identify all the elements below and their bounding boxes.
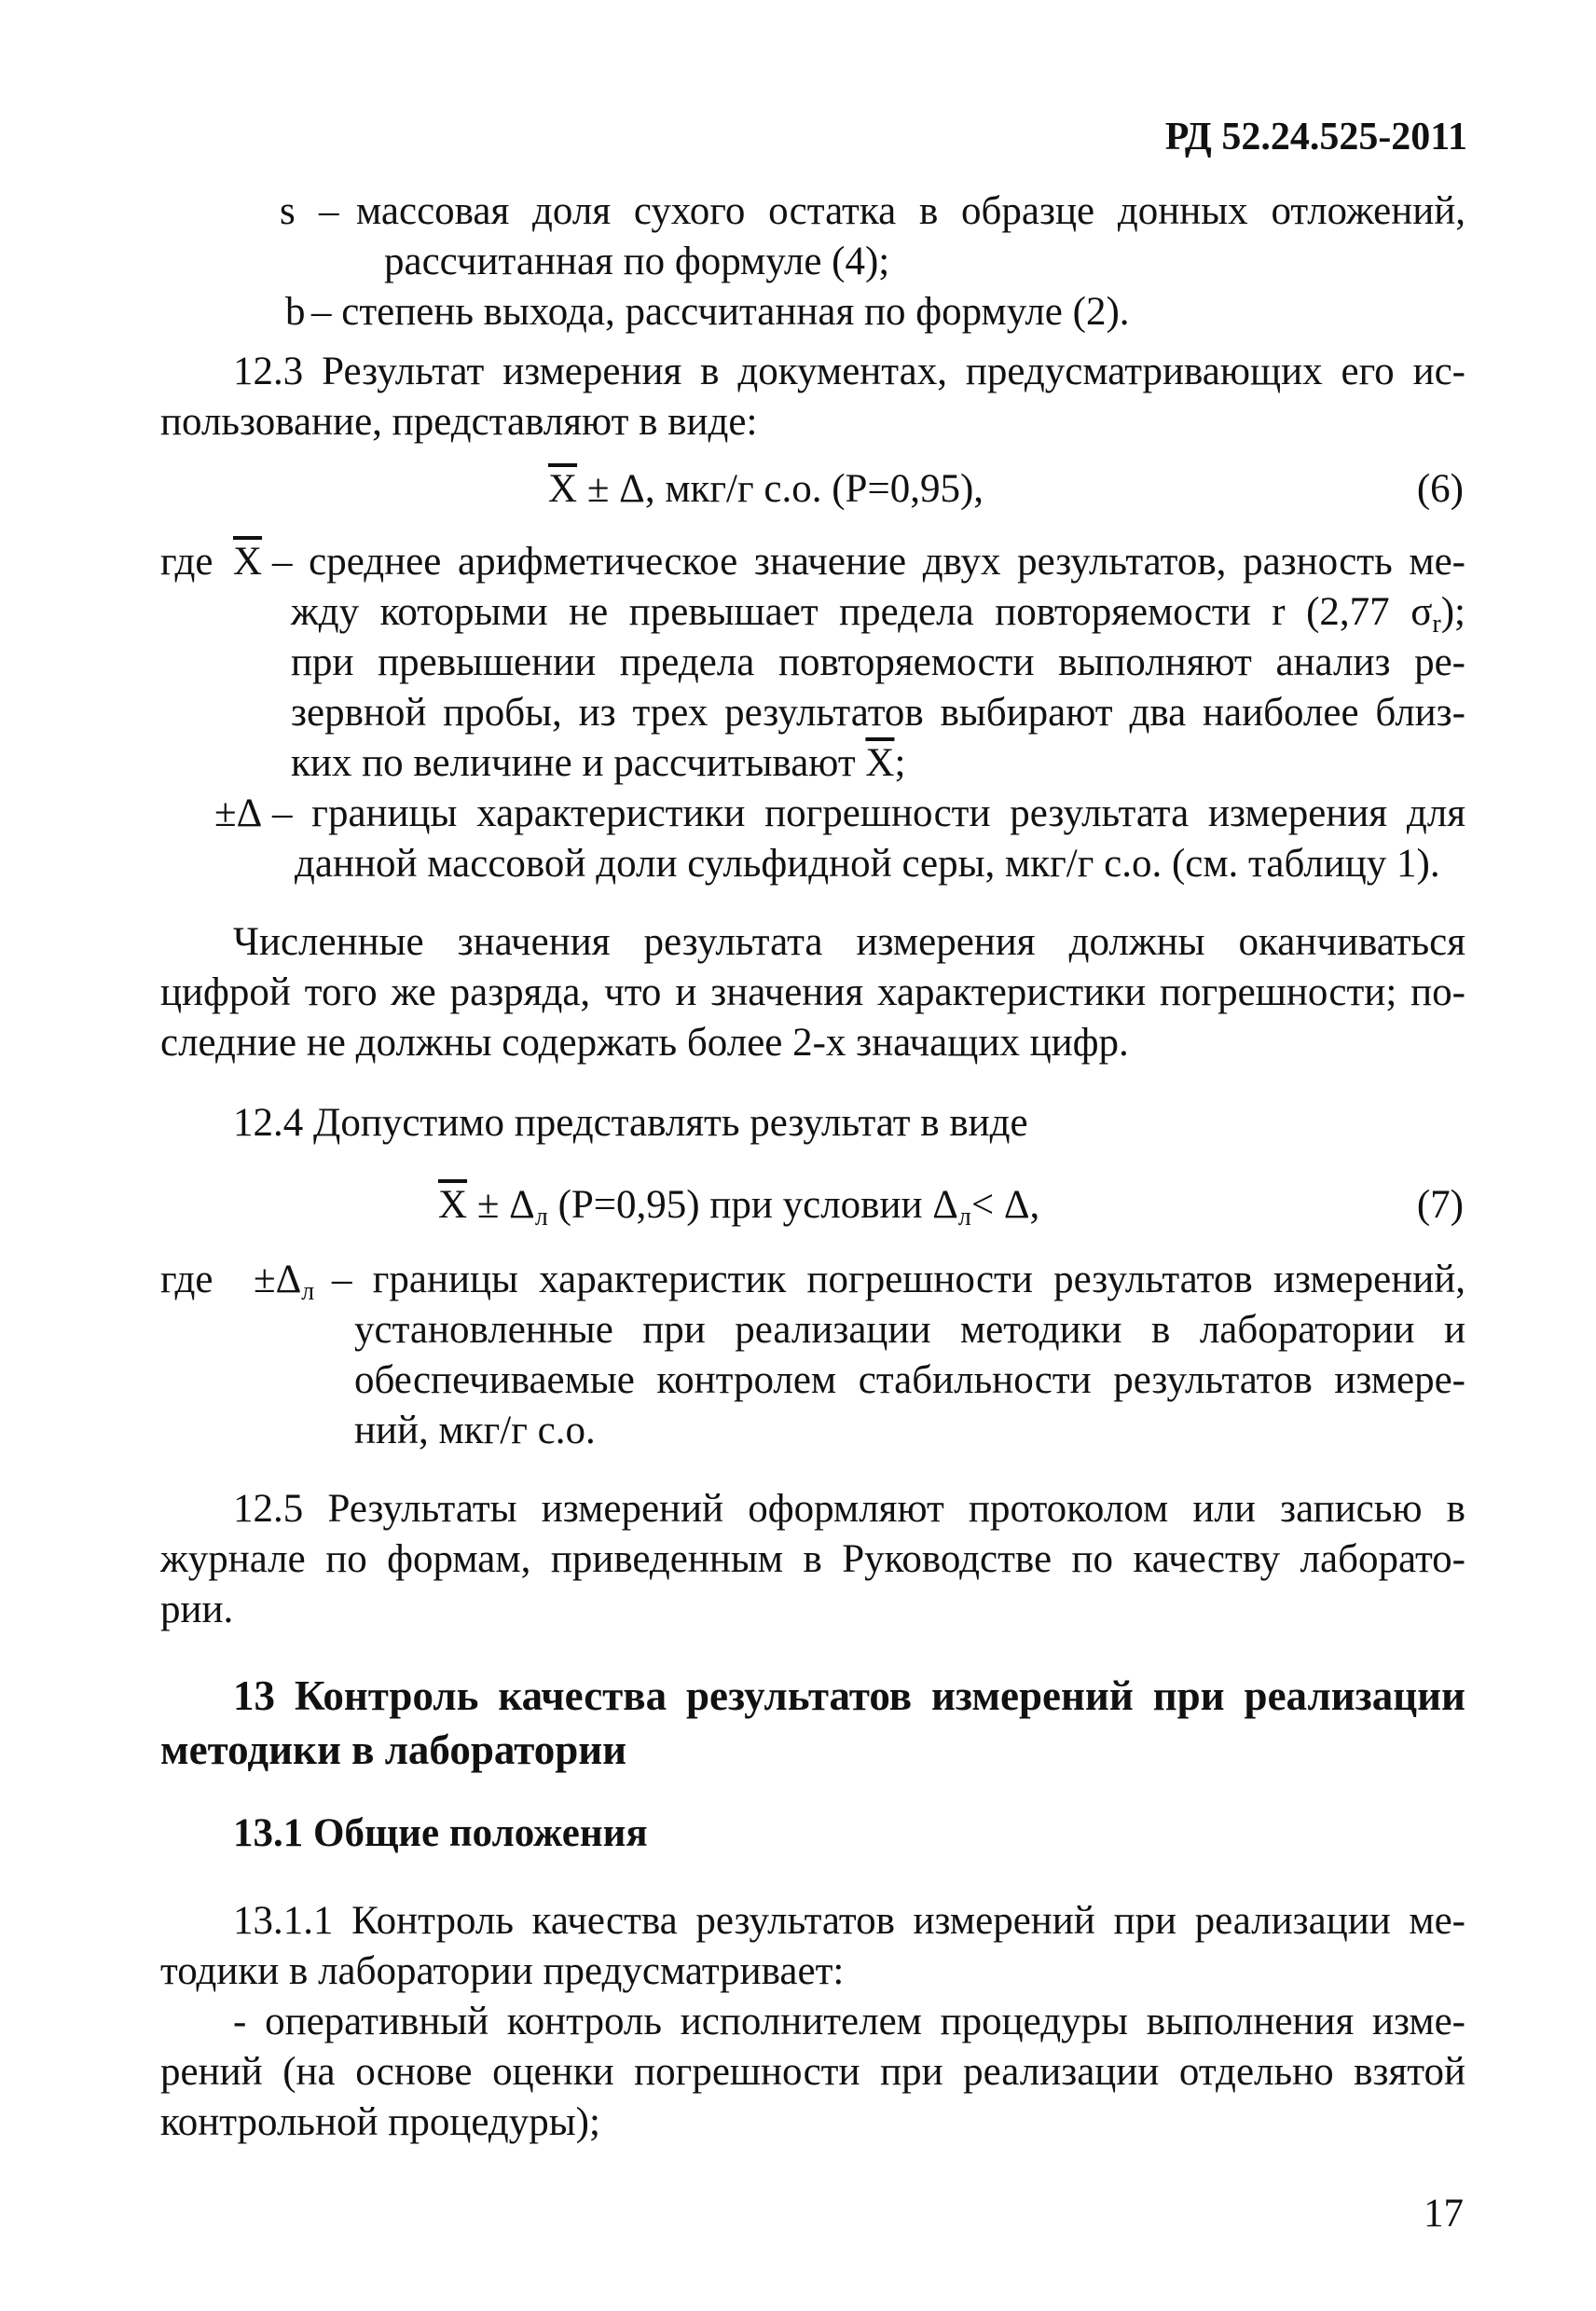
def-b-symbol: b xyxy=(285,290,306,334)
document-code: РД 52.24.525-2011 xyxy=(1164,116,1467,158)
paragraph-13-1-1-line2: тодики в лаборатории предусматривает: xyxy=(160,1949,845,1993)
where-dl-lead: где xyxy=(160,1258,213,1301)
where-delta-line1: – границы характеристики погрешности результата измерения для xyxy=(272,791,1465,835)
equation-7 xyxy=(438,1180,1039,1243)
where-x-line5-a: ких по величине и рассчитывают xyxy=(291,741,866,785)
numeric-note-line1: Численные значения результата измерения должны оканчиваться xyxy=(233,920,1465,964)
xbar-symbol: $\overline{X}$ xyxy=(438,1183,468,1227)
equation-7-number: (7) xyxy=(1416,1183,1464,1227)
where-dl-symbol-sub: л xyxy=(301,1277,315,1306)
where-x-line3: при превышении предела повторяемости выполняют анализ ре- xyxy=(291,640,1465,684)
section-13-1-title: 13.1 Общие положения xyxy=(233,1811,648,1855)
where-x-line1: – среднее арифметическое значение двух результатов, разность ме- xyxy=(272,540,1465,584)
where-delta-symbol: ±Δ xyxy=(214,791,263,835)
equation-7-part3: < Δ, xyxy=(970,1183,1040,1227)
section-13-title-line1: 13 Контроль качества результатов измерений при реализации xyxy=(233,1672,1465,1719)
where-dl-symbol xyxy=(254,1255,314,1317)
def-s-line1: массовая доля сухого остатка в образце донных отложений, xyxy=(356,189,1465,233)
where-x-line2-a: жду которыми не превышает предела повторяемости r (2,77 σ xyxy=(291,590,1433,634)
where-x-symbol: $\overline{X}$ xyxy=(233,540,263,584)
where-x-line4: зервной пробы, из трех результатов выбирают два наиболее близ- xyxy=(291,691,1465,735)
equation-6-body: ± Δ, мкг/г с.о. (Р=0,95), xyxy=(577,467,984,511)
where-x-lead: где xyxy=(160,540,213,584)
xbar-symbol-inline: $\overline{X}$ xyxy=(865,741,895,785)
where-x-line2-sub: r xyxy=(1432,610,1441,639)
paragraph-13-1-1-line3: - оперативный контроль исполнителем процедуры выполнения изме- xyxy=(233,2000,1465,2043)
equation-6 xyxy=(548,464,984,515)
where-dl-line1: – границы характеристик погрешности результатов измерений, xyxy=(332,1258,1465,1301)
section-13-title-line2: методики в лаборатории xyxy=(160,1726,627,1773)
paragraph-12-4: 12.4 Допустимо представлять результат в виде xyxy=(233,1101,1028,1145)
paragraph-13-1-1-line1: 13.1.1 Контроль качества результатов измерений при реализации ме- xyxy=(233,1899,1465,1943)
numeric-note-line3: следние не должны содержать более 2-х значащих цифр. xyxy=(160,1021,1129,1065)
equation-7-part2: (Р=0,95) при условии Δ xyxy=(547,1183,958,1227)
paragraph-12-5-line2: журнале по формам, приведенным в Руководстве по качеству лаборато- xyxy=(160,1537,1465,1581)
paragraph-13-1-1-line5: контрольной процедуры); xyxy=(160,2100,600,2144)
numeric-note-line2: цифрой того же разряда, что и значения характеристики погрешности; по- xyxy=(160,970,1465,1014)
where-dl-line3: обеспечиваемые контролем стабильности результатов измере- xyxy=(354,1358,1465,1402)
def-s-line2: рассчитанная по формуле (4); xyxy=(384,240,890,283)
equation-7-sub1: л xyxy=(534,1203,548,1231)
where-x-line2-b: ); xyxy=(1440,590,1465,634)
where-dl-line4: ний, мкг/г с.о. xyxy=(354,1409,596,1452)
where-x-line5-b: ; xyxy=(894,741,906,785)
xbar-symbol: $\overline{X}$ xyxy=(548,467,578,511)
equation-7-part1: ± Δ xyxy=(467,1183,535,1227)
where-dl-symbol-main: ±Δ xyxy=(254,1258,302,1301)
where-x-line5 xyxy=(291,738,905,789)
def-b-text: – степень выхода, рассчитанная по формуле (2). xyxy=(311,290,1130,334)
where-dl-line2: установленные при реализации методики в лаборатории и xyxy=(354,1308,1465,1352)
page-number: 17 xyxy=(1424,2192,1464,2235)
equation-6-number: (6) xyxy=(1416,467,1464,511)
paragraph-12-3-line2: пользование, представляют в виде: xyxy=(160,400,758,444)
equation-7-sub2: л xyxy=(957,1203,971,1231)
where-delta-line2: данной массовой доли сульфидной серы, мкг/г с.о. (см. таблицу 1). xyxy=(295,842,1440,886)
paragraph-13-1-1-line4: рений (на основе оценки погрешности при реализации отдельно взятой xyxy=(160,2050,1465,2094)
paragraph-12-5-line3: рии. xyxy=(160,1588,234,1631)
paragraph-12-3-line1: 12.3 Результат измерения в документах, предусматривающих его ис- xyxy=(233,350,1465,393)
def-s-dash: – xyxy=(319,189,339,233)
paragraph-12-5-line1: 12.5 Результаты измерений оформляют протоколом или записью в xyxy=(233,1487,1465,1531)
def-s-symbol: s xyxy=(280,189,296,233)
